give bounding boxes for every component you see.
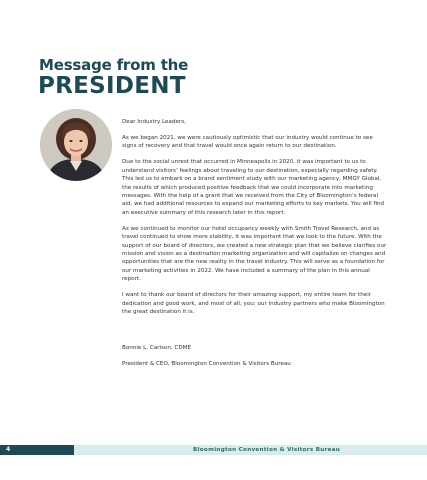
letter-paragraph: Due to the social unrest that occurred in Minneapolis in 2020, it was important to us to understand visitors’ feelings about traveling to our destination, especially regarding safety. This led us to embark on a brand sentiment study with our marketing agency, MMGY Global, the results of which produced positive feedback that we could incorporate into marketing messages. With the help of a grant that we received from the City of Bloomington’s federal aid, we had additional resources to expand our marketing efforts to key markets. You will find an executive summary of this research later in this report.: [122, 159, 385, 216]
president-letter: [122, 118, 387, 376]
signature-name: Bonnie L. Carlson, CDME: [122, 345, 191, 352]
letter-paragraph: As we continued to monitor our hotel occupancy weekly with Smith Travel Research, and as travel continued to show more stability, it was important that we look to the future. With the support of our board of directors, we created a new strategic plan that we believe clarifies our mission and vision as a destination marketing organization and will capitalize on changes and opportunities that are the new reality in the travel industry. This will serve as a foundation for our marketing activities in 2022. We have included a summary of the plan in this annual report.: [122, 225, 387, 283]
page-number: 4: [0, 445, 74, 455]
letter-salutation: Dear Industry Leaders,: [122, 119, 186, 125]
president-portrait: [40, 109, 112, 181]
portrait-image: [40, 109, 112, 181]
letter-paragraph: As we began 2021, we were cautiously optimistic that our industry would continue to see signs of recovery and that travel would once again return to our destination.: [122, 135, 373, 150]
heading-line1: Message from the: [39, 56, 189, 74]
signature-title: President & CEO, Bloomington Convention & Visitors Bureau: [122, 361, 291, 368]
page-title: PRESIDENT: [38, 73, 186, 99]
letter-paragraph: I want to thank our board of directors for their amazing support, my entire team for their dedication and good work, and most of all, you: our industry partners who make Bloomington the great destination it is.: [122, 292, 385, 316]
page-footer: [0, 445, 427, 455]
footer-title: Bloomington Convention & Visitors Bureau: [193, 447, 341, 453]
